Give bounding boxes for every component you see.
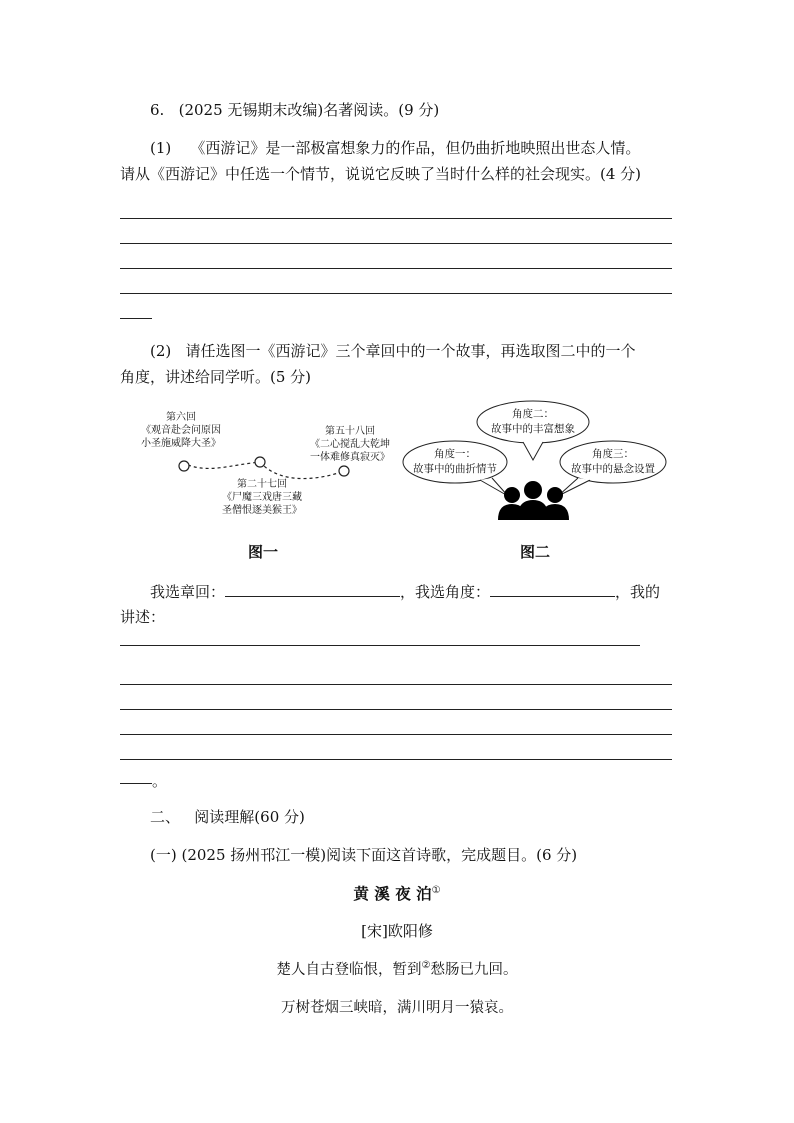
- angle-prompt: ，我选角度：: [400, 583, 491, 601]
- narration-prompt: ，我的: [615, 583, 661, 601]
- section-2-heading: 二、 阅读理解(60 分): [150, 808, 305, 826]
- q6-part2-line1: (2) 请任选图一《西游记》三个章回中的一个故事，再选取图二中的一个: [150, 342, 636, 360]
- footnote-marker: ①: [431, 884, 441, 896]
- answer-line[interactable]: [120, 684, 672, 685]
- answer-line-end[interactable]: [120, 783, 152, 784]
- poem-line-1: 楚人自古登临恨，暂到②愁肠已九回。: [276, 960, 518, 978]
- chapter-prompt: 我选章回：: [150, 583, 226, 601]
- people-icon: [498, 481, 569, 520]
- figure-1-label: 图一: [248, 543, 279, 561]
- chapter-58-node: [339, 466, 349, 476]
- angle-2-text: 角度二： 故事中的丰富想象: [491, 408, 575, 435]
- q6-part1-line2: 请从《西游记》中任选一个情节，说说它反映了当时什么样的社会现实。(4 分): [120, 165, 642, 183]
- answer-line[interactable]: [120, 293, 672, 294]
- end-period: 。: [152, 772, 168, 790]
- chapter-27-node: [255, 457, 265, 467]
- q6-part2-line2: 角度，讲述给同学听。(5 分): [120, 368, 312, 386]
- poem-title: 黄 溪 夜 泊①: [353, 884, 441, 903]
- chapter-6-node: [179, 461, 189, 471]
- angle-blank[interactable]: [490, 580, 615, 597]
- answer-line[interactable]: [120, 709, 672, 710]
- subsection-1-heading: (一) (2025 扬州邗江一模)阅读下面这首诗歌，完成题目。(6 分): [150, 846, 578, 864]
- narration-label: 讲述：: [120, 608, 166, 626]
- chapter-27-label: 第二十七回 《尸魔三戏唐三藏 圣僧恨逐美猴王》: [222, 479, 302, 516]
- figure-1: [130, 405, 400, 525]
- poem-author: [宋]欧阳修: [361, 922, 433, 940]
- footnote-marker: ②: [421, 960, 431, 972]
- answer-line[interactable]: [120, 268, 672, 269]
- chapter-6-label: 第六回 《观音赴会问原因 小圣施威降大圣》: [141, 412, 221, 449]
- answer-line-end[interactable]: [120, 318, 152, 319]
- answer-line[interactable]: [120, 759, 672, 760]
- poem-line-2: 万树苍烟三峡暗，满川明月一猿哀。: [281, 1000, 513, 1016]
- answer-row: [150, 580, 660, 602]
- q6-part1-line1: (1) 《西游记》是一部极富想象力的作品，但仍曲折地映照出世态人情。: [150, 139, 641, 157]
- angle-1-text: 角度一： 故事中的曲折情节: [413, 448, 497, 475]
- angle-3-text: 角度三： 故事中的悬念设置: [571, 448, 655, 475]
- chapter-58-label: 第五十八回 《二心搅乱大乾坤 一体难修真寂灭》: [310, 426, 390, 463]
- question-6-heading: 6. (2025 无锡期末改编)名著阅读。(9 分): [150, 101, 440, 119]
- answer-line[interactable]: [120, 645, 640, 646]
- chapter-blank[interactable]: [225, 580, 400, 597]
- figure-2-label: 图二: [520, 543, 551, 561]
- answer-line[interactable]: [120, 734, 672, 735]
- answer-line[interactable]: [120, 243, 672, 244]
- answer-line[interactable]: [120, 218, 672, 219]
- figure-2: [400, 398, 670, 523]
